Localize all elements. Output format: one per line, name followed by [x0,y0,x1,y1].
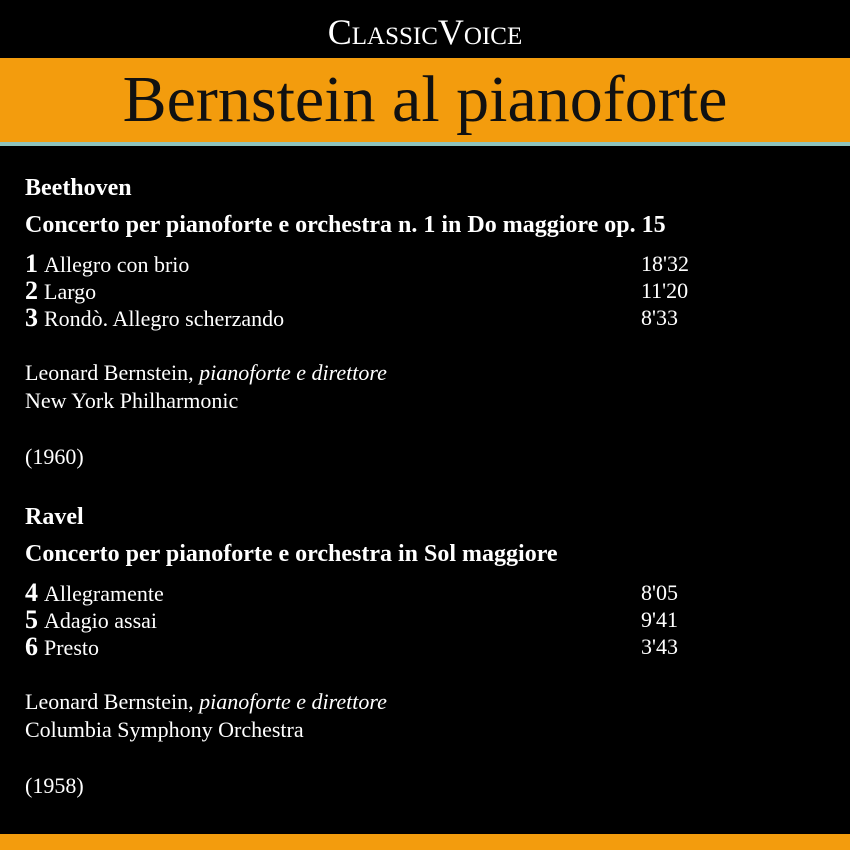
track-number: 5 [25,605,38,634]
performer-name: Leonard Bernstein, [25,360,194,385]
track-duration: 18'32 [641,251,689,276]
track-number: 3 [25,303,38,332]
performer-line [25,688,837,716]
track-list [25,579,837,660]
work-title: Concerto per pianoforte e orchestra n. 1 in Do maggiore op. 15 [25,212,666,238]
title-band [0,58,850,142]
track-list [25,250,837,331]
track-row [25,633,837,660]
track-number: 1 [25,249,38,278]
track-duration: 8'33 [641,305,678,330]
album-title: Bernstein al pianoforte [122,63,728,136]
tracklist-content [25,172,837,800]
recording-year: (1958) [25,773,84,798]
performer-line [25,359,837,387]
track-title: Rondò. Allegro scherzando [44,306,285,331]
performer-role: pianoforte e direttore [199,689,387,714]
orchestra-name: Columbia Symphony Orchestra [25,717,304,742]
track-number: 4 [25,578,38,607]
track-title: Adagio assai [44,608,158,633]
track-title: Presto [44,635,99,660]
work-title: Concerto per pianoforte e orchestra in Sol maggiore [25,541,558,567]
track-number: 6 [25,632,38,661]
bottom-band [0,834,850,850]
composer-name: Ravel [25,504,84,530]
track-row [25,606,837,633]
track-row [25,250,837,277]
performer-role: pianoforte e direttore [199,360,387,385]
track-duration: 11'20 [641,278,689,303]
track-row [25,304,837,331]
orchestra-name: New York Philharmonic [25,388,239,413]
track-duration: 9'41 [641,607,678,632]
brand-logo: ClassicVoice [327,12,523,52]
composer-name: Beethoven [25,175,132,201]
track-title: Allegro con brio [44,252,190,277]
track-duration: 3'43 [641,634,678,659]
performer-name: Leonard Bernstein, [25,689,194,714]
track-row [25,579,837,606]
divider-rule [0,142,850,146]
recording-year: (1960) [25,444,84,469]
track-row [25,277,837,304]
section-beethoven [25,172,837,471]
track-title: Allegramente [44,581,164,606]
section-ravel [25,501,837,800]
track-number: 2 [25,276,38,305]
performer-credits [25,688,837,744]
performer-credits [25,359,837,415]
track-title: Largo [44,279,97,304]
track-duration: 8'05 [641,580,678,605]
